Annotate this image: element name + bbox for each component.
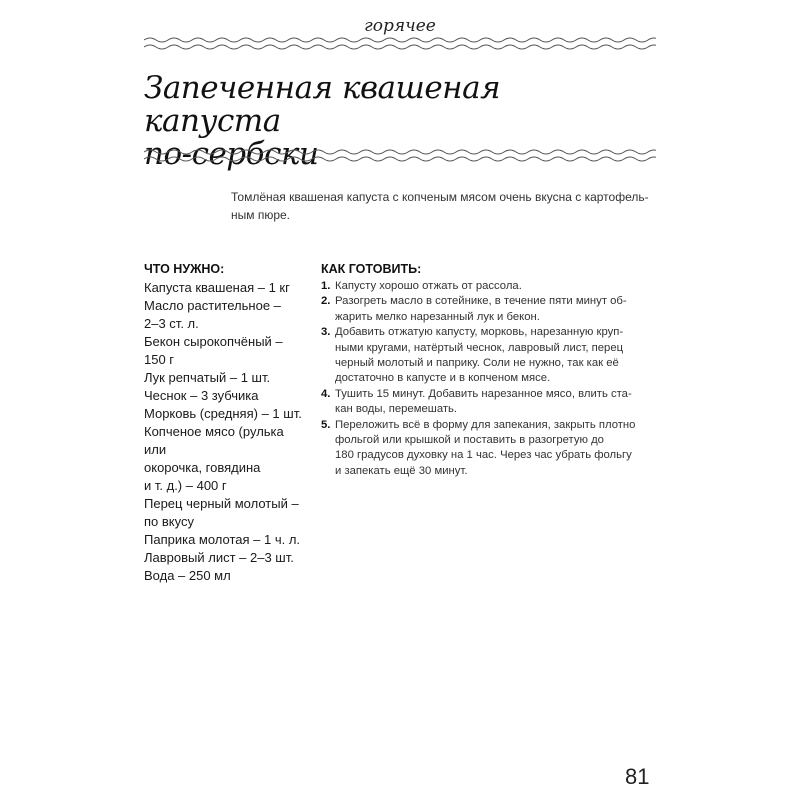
step-line: фольгой или крышкой и поставить в разогретую до xyxy=(335,434,604,447)
steps-section xyxy=(321,261,657,479)
step-line: ными кругами, натёртый чеснок, лавровый лист, перец xyxy=(335,341,624,354)
intro-line-2: ным пюре. xyxy=(231,208,291,222)
ingredient-line: 2–3 ст. л. xyxy=(144,316,199,331)
ingredient-line: Лук репчатый – 1 шт. xyxy=(144,370,271,385)
step-line: жарить мелко нарезанный лук и бекон. xyxy=(335,310,540,323)
step-item xyxy=(321,279,657,294)
ingredient-line: Масло растительное – xyxy=(144,298,281,313)
ingredient-line: Капуста квашеная – 1 кг xyxy=(144,280,290,295)
step-line: 180 градусов духовку на 1 час. Через час убрать фольгу xyxy=(335,449,632,462)
step-line: и запекать ещё 30 минут. xyxy=(335,464,468,477)
title-line-2: по-сербски xyxy=(144,136,319,172)
step-number: 2. xyxy=(321,295,331,308)
step-line: Добавить отжатую капусту, морковь, нарезанную круп- xyxy=(335,326,624,339)
ingredient-line: Бекон сырокопчёный – xyxy=(144,334,283,349)
ingredients-section xyxy=(144,261,309,585)
step-item xyxy=(321,418,657,480)
step-line: Переложить всё в форму для запекания, закрыть плотно xyxy=(335,418,636,431)
steps-heading: КАК ГОТОВИТЬ: xyxy=(321,262,422,276)
ingredient-line: Морковь (средняя) – 1 шт. xyxy=(144,406,302,421)
steps-list xyxy=(321,279,657,479)
step-line: кан воды, перемешать. xyxy=(335,403,458,416)
ingredient-line: Паприка молотая – 1 ч. л. xyxy=(144,532,301,547)
ingredient-line: окорочка, говядина xyxy=(144,460,261,475)
ingredient-line: Лавровый лист – 2–3 шт. xyxy=(144,550,294,565)
step-item xyxy=(321,325,657,387)
step-item xyxy=(321,387,657,418)
step-line: достаточно в капусте и в копченом мясе. xyxy=(335,372,551,385)
intro-line-1: Томлёная квашеная капуста с копченым мясом очень вкусна с картофель- xyxy=(231,190,649,204)
wave-divider-top xyxy=(144,35,656,55)
step-line: черный молотый и паприку. Соли не нужно, так как её xyxy=(335,357,619,370)
step-line: Тушить 15 минут. Добавить нарезанное мясо, влить ста- xyxy=(335,387,632,400)
ingredient-line: по вкусу xyxy=(144,514,194,529)
ingredient-line: Копченое мясо (рулька или xyxy=(144,424,284,457)
ingredient-line: 150 г xyxy=(144,352,175,367)
step-line: Разогреть масло в сотейнике, в течение пяти минут об- xyxy=(335,295,627,308)
ingredients-list xyxy=(144,279,309,585)
page-number: 81 xyxy=(625,764,650,789)
step-number: 5. xyxy=(321,418,331,431)
recipe-intro xyxy=(231,188,651,224)
section-label: горячее xyxy=(364,16,436,36)
title-line-1: Запеченная квашеная капуста xyxy=(144,70,501,139)
ingredient-line: Чеснок – 3 зубчика xyxy=(144,388,259,403)
step-number: 3. xyxy=(321,326,331,339)
ingredient-line: Перец черный молотый – xyxy=(144,496,299,511)
step-number: 4. xyxy=(321,387,331,400)
step-line: Капусту хорошо отжать от рассола. xyxy=(335,280,522,292)
step-number: 1. xyxy=(321,280,331,292)
ingredient-line: и т. д.) – 400 г xyxy=(144,478,227,493)
ingredient-line: Вода – 250 мл xyxy=(144,568,231,583)
ingredients-heading: ЧТО НУЖНО: xyxy=(144,262,225,276)
wave-divider-title xyxy=(144,147,656,167)
step-item xyxy=(321,294,657,325)
